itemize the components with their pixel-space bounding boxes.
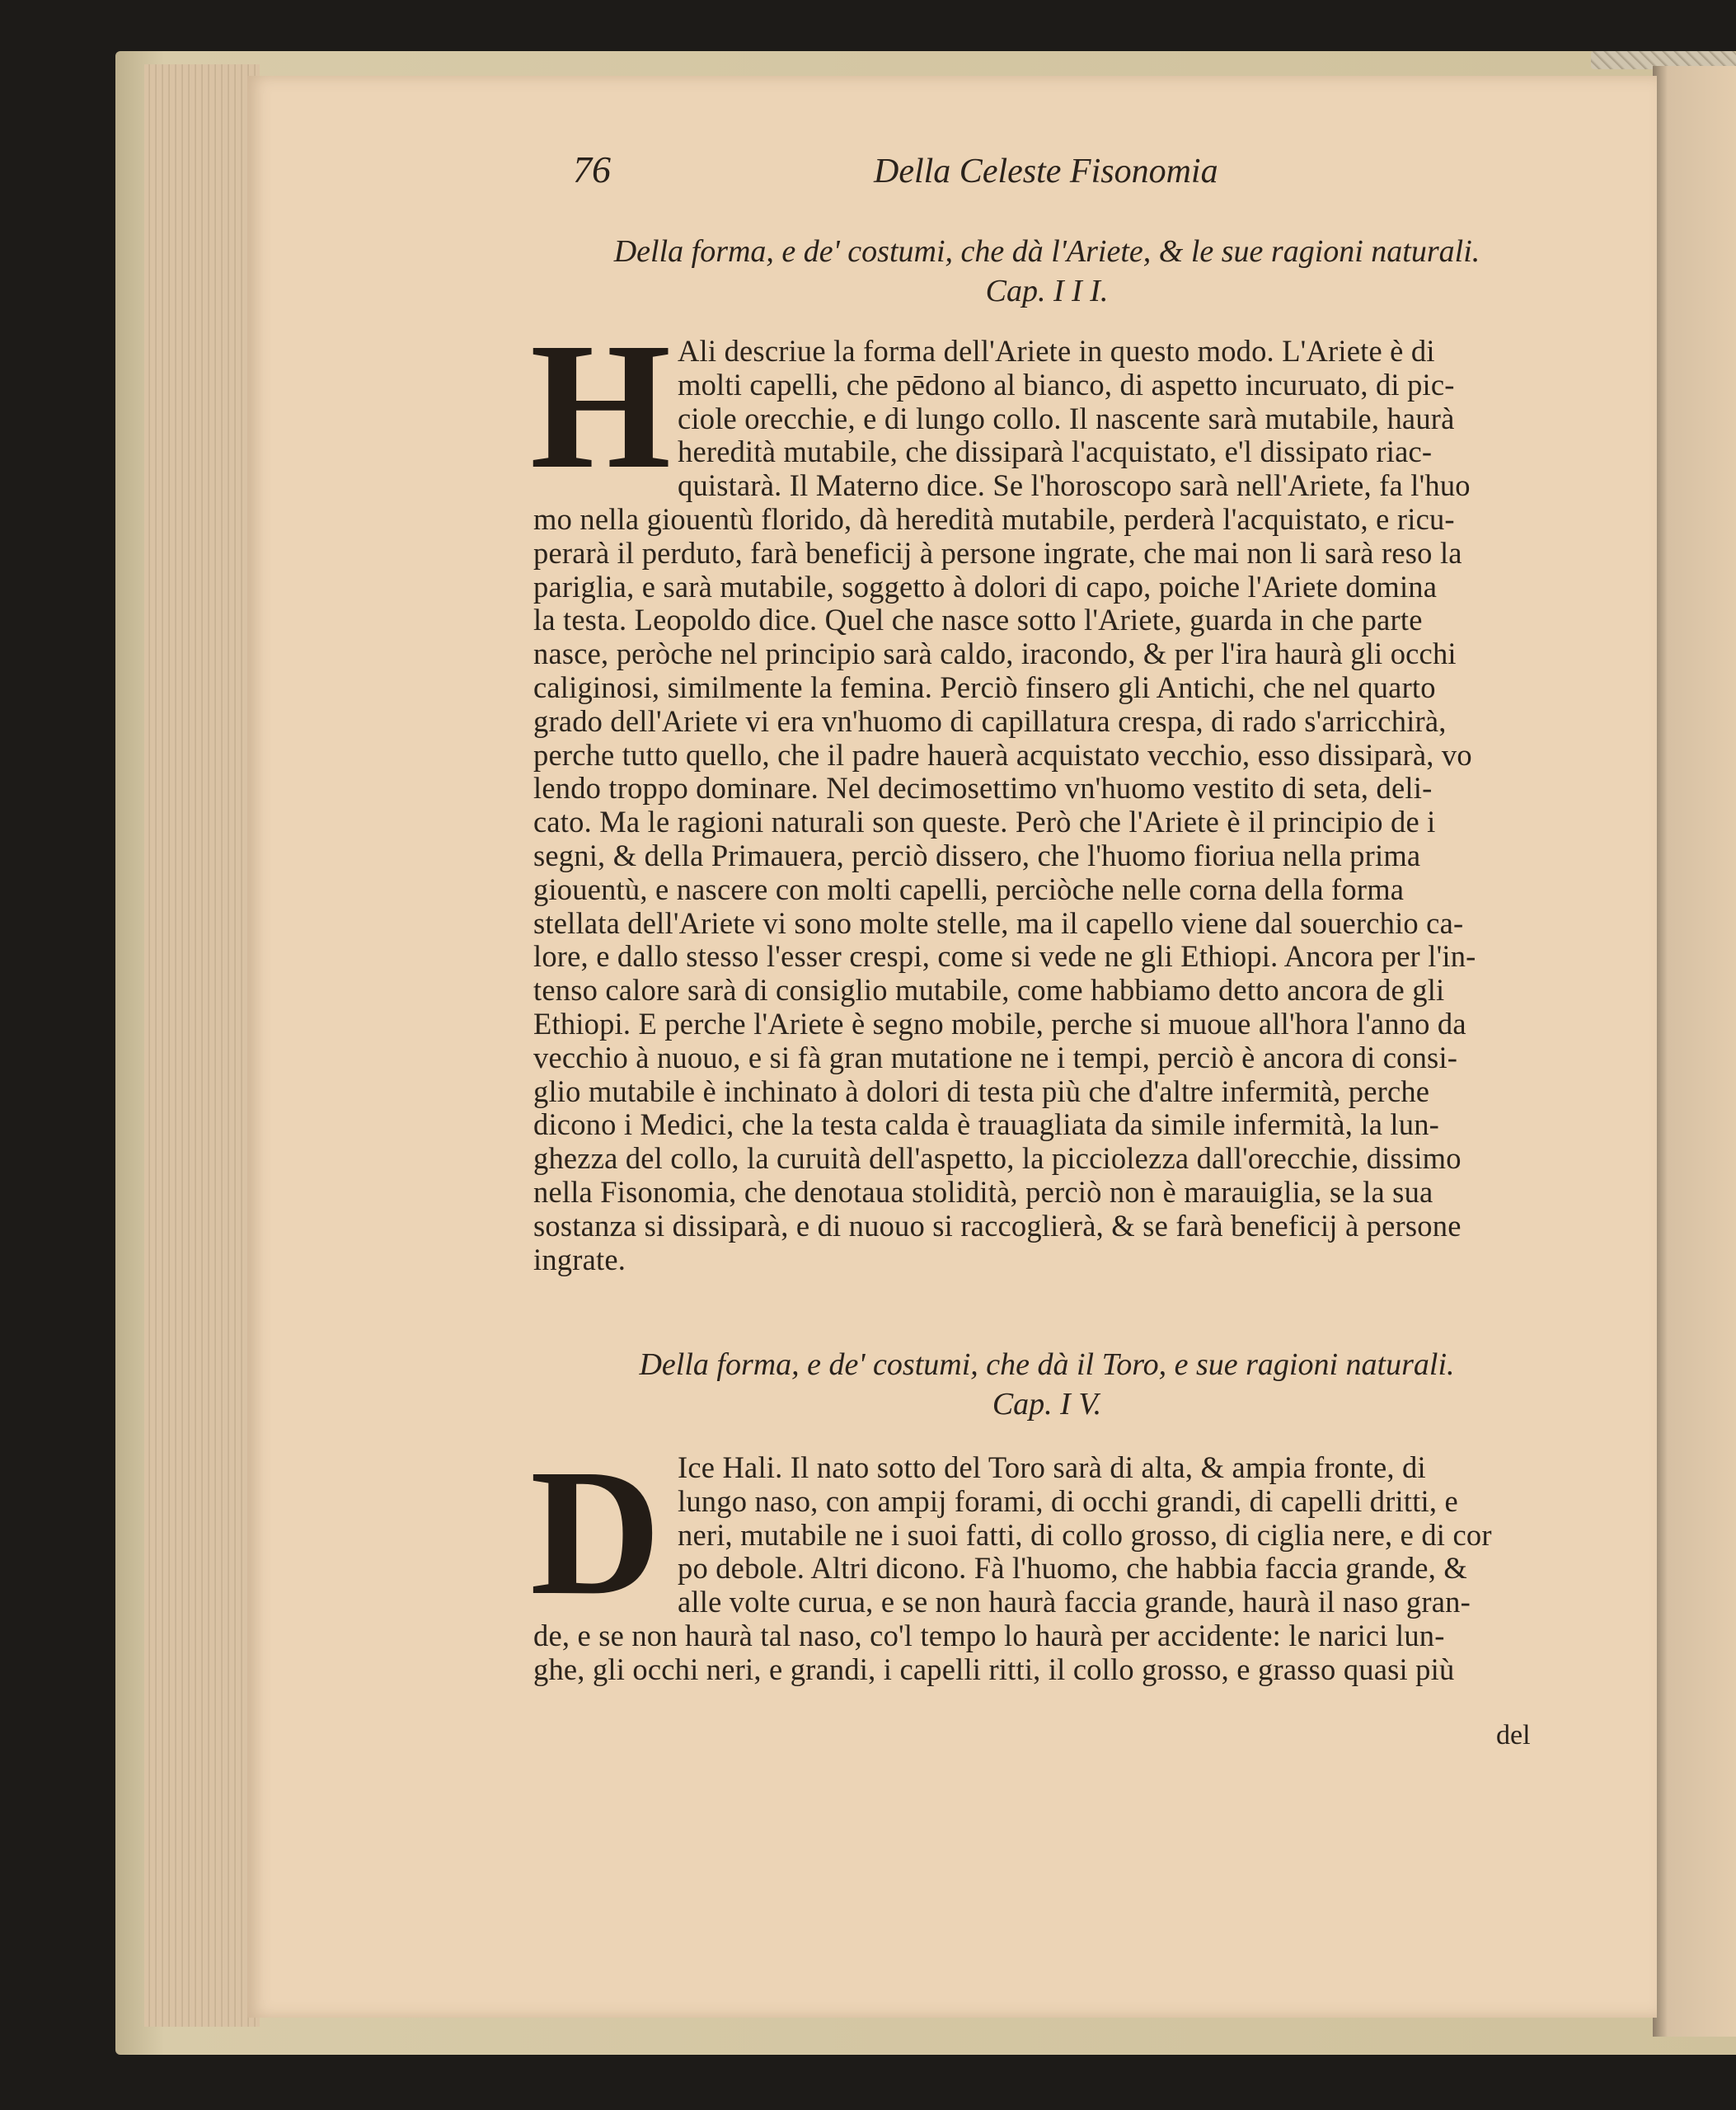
text-line: sostanza si dissiparà, e di nuouo si raccoglierà, & se farà beneficij à persone [533, 1208, 1462, 1243]
text-line: quistarà. Il Materno dice. Se l'horoscopo sarà nell'Ariete, fa l'huo [678, 468, 1471, 503]
text-line: Ethiopi. E perche l'Ariete è segno mobile, perche si muoue all'hora l'anno da [533, 1006, 1466, 1041]
text-line: po debole. Altri dicono. Fà l'huomo, che habbia faccia grande, & [678, 1551, 1467, 1586]
text-line: heredità mutabile, che dissiparà l'acquistato, e'l dissipato riac- [678, 435, 1433, 469]
text-line: neri, mutabile ne i suoi fatti, di collo grosso, di ciglia nere, e di cor [678, 1517, 1492, 1552]
section1-text [533, 335, 1476, 1276]
section1-chapter: Cap. I I I. [985, 273, 1109, 308]
text-line: cato. Ma le ragioni naturali son queste. Però che l'Ariete è il principio de i [533, 805, 1436, 839]
page-edges [144, 64, 260, 2027]
text-line: ingrate. [533, 1242, 626, 1276]
text-line: pariglia, e sarà mutabile, soggetto à dolori di capo, poiche l'Ariete domina [533, 569, 1438, 604]
text-line: tenso calore sarà di consiglio mutabile, come habbiamo detto ancora de gli [533, 973, 1445, 1008]
section2-initial: D [530, 1431, 661, 1633]
text-line: perche tutto quello, che il padre hauerà acquistato vecchio, esso dissiparà, vo [533, 737, 1472, 772]
page-number: 76 [573, 148, 611, 190]
text-line: nasce, peròche nel principio sarà caldo, iracondo, & per l'ira haurà gli occhi [533, 637, 1457, 671]
section2-chapter: Cap. I V. [992, 1386, 1102, 1422]
text-line: ghe, gli occhi neri, e grandi, i capelli ritti, il collo grosso, e grasso quasi più [533, 1652, 1455, 1686]
text-line: glio mutabile è inchinato à dolori di testa più che d'altre infermità, perche [533, 1074, 1430, 1108]
text-line: de, e se non haurà tal naso, co'l tempo lo haurà per accidente: le narici lun- [533, 1618, 1445, 1652]
section2-title: Della forma, e de' costumi, che dà il Toro, e sue ragioni naturali. [639, 1347, 1455, 1382]
text-line: lungo naso, con ampij forami, di occhi grandi, di capelli dritti, e [678, 1483, 1458, 1518]
text-line: giouentù, e nascere con molti capelli, perciòche nelle corna della forma [533, 872, 1405, 906]
text-line: nella Fisonomia, che denotaua stolidità, perciò non è marauiglia, se la sua [533, 1174, 1433, 1209]
catchword: del [1496, 1720, 1531, 1751]
text-line: mo nella giouentù florido, dà heredità mutabile, perderà l'acquistato, e ricu- [533, 501, 1455, 536]
text-line: perarà il perduto, farà beneficij à persone ingrate, che mai non li sarà reso la [533, 535, 1462, 570]
section2-heading [511, 1346, 1583, 1424]
text-line: la testa. Leopoldo dice. Quel che nasce sotto l'Ariete, guarda in che parte [533, 603, 1423, 637]
text-line: alle volte curua, e se non haurà faccia grande, haurà il naso gran- [678, 1585, 1471, 1619]
text-line: ciole orecchie, e di lungo collo. Il nascente sarà mutabile, haurà [678, 401, 1455, 435]
section1-heading [511, 233, 1583, 311]
text-line: stellata dell'Ariete vi sono molte stelle, ma il capello viene dal souerchio ca- [533, 905, 1464, 940]
text-line: molti capelli, che pēdono al bianco, di aspetto incuruato, di pic- [678, 367, 1455, 402]
section2-text [533, 1451, 1492, 1687]
text-line: lendo troppo dominare. Nel decimosettimo vn'huomo vestito di seta, deli- [533, 771, 1433, 806]
text-line: ghezza del collo, la curuità dell'aspetto, la picciolezza dall'orecchie, dissimo [533, 1141, 1462, 1176]
text-line: grado dell'Ariete vi era vn'huomo di capillatura crespa, di rado s'arricchirà, [533, 703, 1447, 738]
text-line: dicono i Medici, che la testa calda è trauagliata da simile infermità, la lun- [533, 1107, 1440, 1142]
facing-page-edge [1653, 66, 1736, 2037]
text-line: lore, e dallo stesso l'esser crespi, come si vede ne gli Ethiopi. Ancora per l'in- [533, 939, 1476, 974]
text-line: vecchio à nuouo, e si fà gran mutatione ne i tempi, perciò è ancora di consi- [533, 1040, 1458, 1074]
running-head: Della Celeste Fisonomia [874, 153, 1218, 190]
text-line: Ali descriue la forma dell'Ariete in questo modo. L'Ariete è di [678, 334, 1435, 368]
text-line: caliginosi, similmente la femina. Perciò finsero gli Antichi, che nel quarto [533, 670, 1436, 704]
text-line: Ice Hali. Il nato sotto del Toro sarà di alta, & ampia fronte, di [678, 1450, 1426, 1484]
section1-title: Della forma, e de' costumi, che dà l'Ariete, & le sue ragioni naturali. [613, 234, 1480, 269]
section1-initial: H [530, 305, 672, 506]
text-line: segni, & della Primauera, perciò dissero, che l'huomo fioriua nella prima [533, 838, 1421, 872]
